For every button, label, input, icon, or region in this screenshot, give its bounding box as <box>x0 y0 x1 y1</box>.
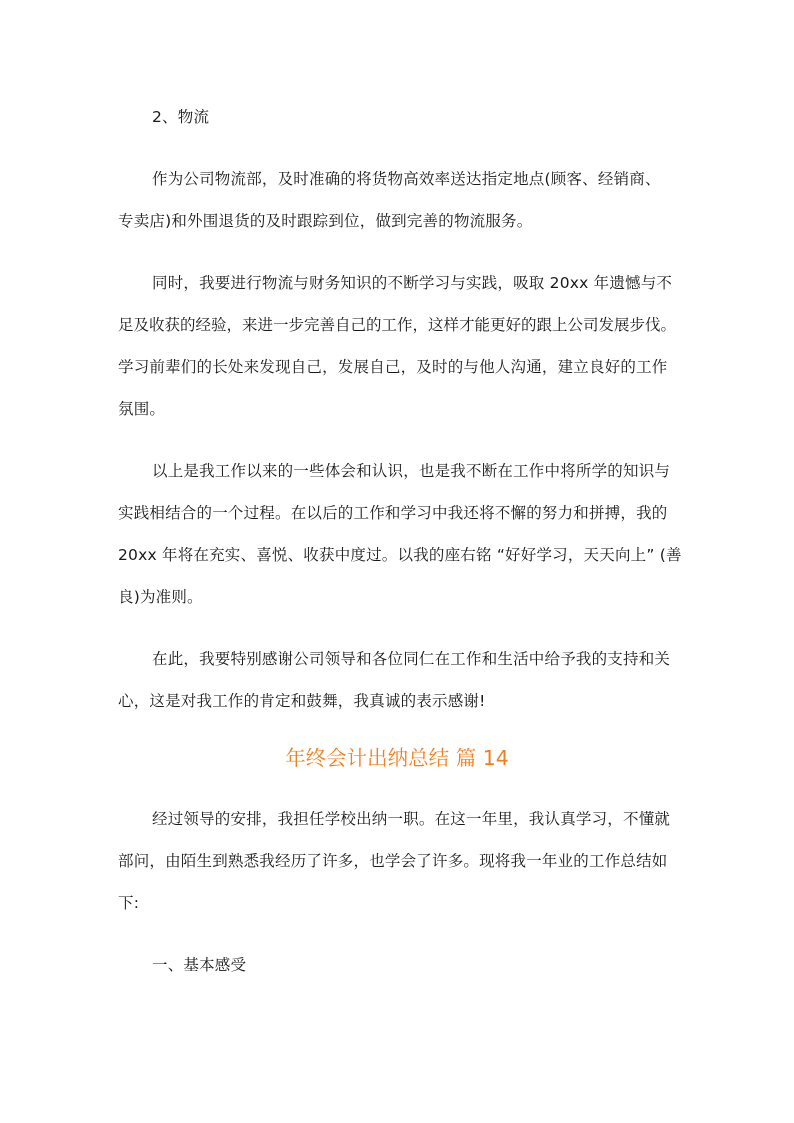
paragraph-line: 良)为准则。 <box>118 588 203 606</box>
section-title-logistics: 2、物流 <box>152 108 210 126</box>
paragraph-line: 心，这是对我工作的肯定和鼓舞，我真诚的表示感谢! <box>118 692 486 710</box>
paragraph-line: 20xx 年将在充实、喜悦、收获中度过。以我的座右铭 “好好学习，天天向上” (善 <box>118 546 682 564</box>
paragraph-line: 足及收获的经验，来进一步完善自己的工作，这样才能更好的跟上公司发展步伐。 <box>118 316 677 334</box>
paragraph-line: 同时，我要进行物流与财务知识的不断学习与实践，吸取 20xx 年遗憾与不 <box>152 274 673 292</box>
paragraph-line: 在此，我要特别感谢公司领导和各位同仁在工作和生活中给予我的支持和关 <box>152 650 671 668</box>
paragraph-line: 实践相结合的一个过程。在以后的工作和学习中我还将不懈的努力和拼搏，我的 <box>118 504 668 522</box>
section-title-basic-feelings: 一、基本感受 <box>152 956 247 974</box>
paragraph-line: 学习前辈们的长处来发现自己，发展自己，及时的与他人沟通，建立良好的工作 <box>118 358 668 376</box>
paragraph-line: 专卖店)和外围退货的及时跟踪到位，做到完善的物流服务。 <box>118 212 533 230</box>
paragraph-line: 以上是我工作以来的一些体会和认识，也是我不断在工作中将所学的知识与 <box>152 462 671 480</box>
paragraph-line: 作为公司物流部，及时准确的将货物高效率送达指定地点(顾客、经销商、 <box>152 170 661 188</box>
paragraph-line: 氛围。 <box>118 400 166 418</box>
paragraph-line: 下: <box>118 894 140 912</box>
section-heading: 年终会计出纳总结 篇 14 <box>285 746 509 770</box>
paragraph-line: 经过领导的安排，我担任学校出纳一职。在这一年里，我认真学习，不懂就 <box>152 810 671 828</box>
paragraph-line: 部问，由陌生到熟悉我经历了许多，也学会了许多。现将我一年业的工作总结如 <box>118 852 668 870</box>
